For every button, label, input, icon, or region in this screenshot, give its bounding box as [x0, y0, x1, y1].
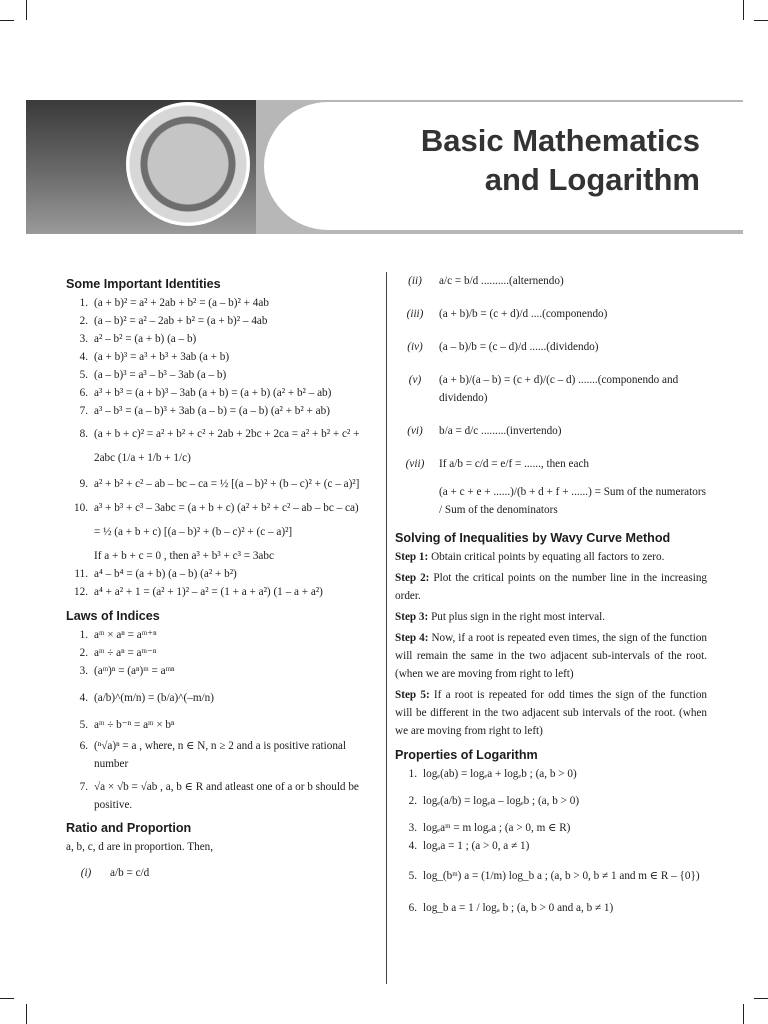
- identities-heading: Some Important Identities: [66, 277, 221, 291]
- identity-item: 10. a³ + b³ + c³ – 3abc = (a + b + c) (a² + b² + c² – ab – bc – ca): [74, 502, 359, 514]
- identity-item: If a + b + c = 0 , then a³ + b³ + c³ = 3abc: [94, 550, 274, 562]
- crop-mark: [26, 1004, 27, 1024]
- log-property-item: 1. logₑ(ab) = logₑa + logₑb ; (a, b > 0): [408, 768, 577, 780]
- crop-mark: [0, 20, 14, 21]
- log-property-item: 4. logₐa = 1 ; (a > 0, a ≠ 1): [408, 840, 530, 852]
- identities-list: [66, 294, 380, 601]
- crop-mark: [743, 1004, 744, 1024]
- index-law-item: 6. (ⁿ√a)ⁿ = a , where, n ∈ N, n ≥ 2 and a is positive rational number: [79, 740, 347, 770]
- identity-item: 5. (a – b)³ = a³ – b³ – 3ab (a – b): [79, 369, 227, 381]
- chapter-title: [421, 121, 700, 199]
- identity-item: 4. (a + b)³ = a³ + b³ + 3ab (a + b): [79, 351, 230, 363]
- index-law-item: 5. aᵐ ÷ b⁻ⁿ = aᵐ × bⁿ: [79, 719, 175, 731]
- chapter-title-line2: and Logarithm: [484, 162, 700, 197]
- log-property-item: 6. log_b a = 1 / logₐ b ; (a, b > 0 and a, b ≠ 1): [408, 902, 614, 914]
- indices-heading: Laws of Indices: [66, 609, 160, 623]
- indices-list: [66, 626, 380, 814]
- ratio-item: (iii) (a + b)/b = (c + d)/d ....(componendo): [406, 308, 608, 320]
- index-law-item: 4. (a/b)^(m/n) = (b/a)^(–m/n): [79, 692, 214, 704]
- ratio-item: (vii) If a/b = c/d = e/f = ......, then each: [405, 458, 590, 470]
- identity-item: 8. (a + b + c)² = a² + b² + c² + 2ab + 2bc + 2ca = a² + b² + c² +: [79, 428, 360, 440]
- identity-item: 12. a⁴ + a² + 1 = (a² + 1)² – a² = (1 + a + a²) (1 – a + a²): [74, 586, 323, 598]
- identity-item: 11. a⁴ – b⁴ = (a + b) (a – b) (a² + b²): [74, 568, 237, 580]
- identity-item: 6. a³ + b³ = (a + b)³ – 3ab (a + b) = (a + b) (a² + b² – ab): [79, 387, 332, 399]
- banner-ring-graphic: [126, 102, 250, 226]
- steps-list: [395, 548, 707, 740]
- step-item: Step 3: Put plus sign in the right most interval.: [395, 611, 606, 623]
- right-column: [395, 272, 707, 917]
- chapter-title-line1: Basic Mathematics: [420, 123, 700, 158]
- identity-item: = ½ (a + b + c) [(a – b)² + (b – c)² + (c – a)²]: [94, 526, 293, 538]
- ratio-item: (vi) b/a = d/c .........(invertendo): [407, 425, 562, 437]
- ratio-intro: a, b, c, d are in proportion. Then,: [66, 841, 214, 853]
- crop-mark: [743, 0, 744, 20]
- ratio-continued-list: [395, 272, 707, 519]
- crop-mark: [754, 20, 768, 21]
- step-item: Step 4: Now, if a root is repeated even times, the sign of the function will remain the same in the two adjacent sub-intervals of the root. (when we are moving from right to left): [395, 632, 708, 680]
- identity-item: 7. a³ – b³ = (a – b)³ + 3ab (a – b) = (a – b) (a² + b² + ab): [79, 405, 330, 417]
- index-law-item: 1. aᵐ × aⁿ = aᵐ⁺ⁿ: [79, 629, 157, 641]
- index-law-item: 7. √a × √b = √ab , a, b ∈ R and atleast one of a or b should be positive.: [79, 781, 359, 811]
- wavy-curve-heading: Solving of Inequalities by Wavy Curve Method: [395, 531, 671, 545]
- step-item: Step 5: If a root is repeated for odd times the sign of the function will be different in the two adjacent sub intervals of the root. (when we are moving from right to left): [395, 689, 708, 737]
- identity-item: 2. (a – b)² = a² – 2ab + b² = (a + b)² – 4ab: [79, 315, 268, 327]
- index-law-item: 3. (aᵐ)ⁿ = (aⁿ)ᵐ = aᵐⁿ: [79, 665, 175, 677]
- log-property-item: 2. logₑ(a/b) = logₑa – logₑb ; (a, b > 0): [408, 795, 580, 807]
- left-column: [66, 272, 380, 882]
- log-property-item: 5. log_(bᵐ) a = (1/m) log_b a ; (a, b > 0, b ≠ 1 and m ∈ R – {0}): [408, 870, 700, 882]
- step-item: Step 1: Obtain critical points by equating all factors to zero.: [395, 551, 665, 563]
- logarithm-heading: Properties of Logarithm: [395, 748, 538, 762]
- crop-mark: [0, 998, 14, 999]
- ratio-item: (v) (a + b)/(a – b) = (c + d)/(c – d) .......(componendo and dividendo): [408, 374, 679, 404]
- ratio-heading: Ratio and Proportion: [66, 821, 192, 835]
- log-property-item: 3. logₑaᵐ = m logₑa ; (a > 0, m ∈ R): [408, 822, 571, 834]
- identity-item: 1. (a + b)² = a² + 2ab + b² = (a – b)² + 4ab: [79, 297, 269, 309]
- logarithm-list: [395, 765, 707, 917]
- index-law-item: 2. aᵐ ÷ aⁿ = aᵐ⁻ⁿ: [79, 647, 157, 659]
- identity-item: 3. a² – b² = (a + b) (a – b): [79, 333, 197, 345]
- identity-item: 9. a² + b² + c² – ab – bc – ca = ½ [(a – b)² + (b – c)² + (c – a)²]: [79, 478, 360, 490]
- crop-mark: [26, 0, 27, 20]
- identity-item: 2abc (1/a + 1/b + 1/c): [94, 452, 191, 464]
- ratio-item: (a + c + e + ......)/(b + d + f + ......) = Sum of the numerators / Sum of the denominators: [439, 486, 706, 516]
- ratio-item: (i) a/b = c/d: [80, 867, 150, 879]
- ratio-item: (iv) (a – b)/b = (c – d)/d ......(dividendo): [407, 341, 599, 353]
- crop-mark: [754, 998, 768, 999]
- ratio-item: (ii) a/c = b/d ..........(alternendo): [408, 275, 564, 287]
- column-divider: [386, 272, 387, 984]
- step-item: Step 2: Plot the critical points on the number line in the increasing order.: [395, 572, 708, 602]
